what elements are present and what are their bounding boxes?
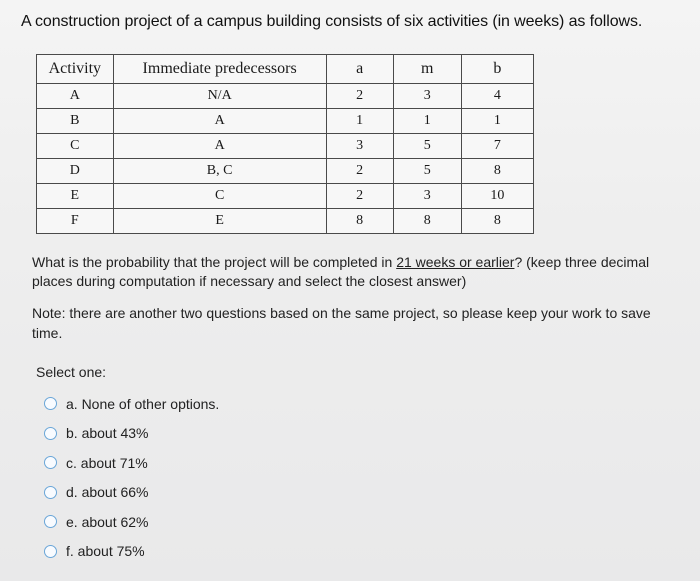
cell-a: 3 (326, 134, 393, 159)
question-note: Note: there are another two questions based on the same project, so please keep your work to save time. (32, 305, 651, 341)
option-c[interactable] (44, 448, 219, 478)
cell-activity: A (37, 84, 114, 109)
cell-activity: E (37, 184, 114, 209)
table-header-row (37, 55, 534, 84)
cell-predecessors: B, C (113, 159, 326, 184)
cell-m: 3 (393, 184, 461, 209)
radio-button-icon[interactable] (44, 456, 57, 469)
select-one-label: Select one: (36, 364, 107, 380)
cell-b: 1 (461, 109, 533, 134)
cell-b: 8 (461, 209, 533, 234)
question-title: A construction project of a campus building consists of six activities (in weeks) as follows. (21, 13, 643, 30)
cell-predecessors: E (113, 209, 326, 234)
prompt-underlined-text: 21 weeks or earlier (396, 254, 515, 270)
radio-button-icon[interactable] (44, 427, 57, 440)
radio-button-icon[interactable] (44, 397, 57, 410)
cell-a: 2 (326, 84, 393, 109)
table-row (37, 84, 534, 109)
option-e[interactable] (44, 507, 219, 537)
option-label: d. about 66% (66, 484, 149, 501)
activity-table (36, 54, 534, 234)
table-row (37, 109, 534, 134)
header-activity: Activity (37, 55, 114, 84)
cell-predecessors: A (113, 134, 326, 159)
option-label: f. about 75% (66, 543, 145, 560)
option-label: e. about 62% (66, 513, 149, 530)
radio-button-icon[interactable] (44, 486, 57, 499)
radio-button-icon[interactable] (44, 545, 57, 558)
header-m: m (393, 55, 461, 84)
cell-m: 1 (393, 109, 461, 134)
option-label: b. about 43% (66, 425, 149, 442)
table-row (37, 184, 534, 209)
cell-predecessors: A (113, 109, 326, 134)
table-row (37, 209, 534, 234)
option-label: c. about 71% (66, 454, 148, 471)
option-b[interactable] (44, 419, 219, 449)
cell-activity: F (37, 209, 114, 234)
table-row (37, 159, 534, 184)
cell-predecessors: N/A (113, 84, 326, 109)
answer-options (44, 389, 219, 566)
radio-button-icon[interactable] (44, 515, 57, 528)
cell-activity: D (37, 159, 114, 184)
option-a[interactable] (44, 389, 219, 419)
cell-activity: C (37, 134, 114, 159)
question-prompt (32, 253, 672, 291)
cell-a: 1 (326, 109, 393, 134)
table-row (37, 134, 534, 159)
option-f[interactable] (44, 537, 219, 567)
cell-activity: B (37, 109, 114, 134)
cell-b: 10 (461, 184, 533, 209)
option-d[interactable] (44, 478, 219, 508)
prompt-text-end: ? (keep three decimal places during computation if necessary and select the closest answer) (32, 254, 650, 289)
option-label: a. None of other options. (66, 395, 220, 412)
header-a: a (326, 55, 393, 84)
cell-m: 3 (393, 84, 461, 109)
prompt-text-start: What is the probability that the project will be completed in (32, 254, 397, 270)
cell-a: 8 (326, 209, 393, 234)
cell-m: 5 (393, 134, 461, 159)
cell-a: 2 (326, 184, 393, 209)
header-predecessors: Immediate predecessors (113, 55, 326, 84)
cell-b: 7 (461, 134, 533, 159)
cell-m: 5 (393, 159, 461, 184)
cell-b: 4 (461, 84, 533, 109)
cell-b: 8 (461, 159, 533, 184)
cell-m: 8 (393, 209, 461, 234)
cell-predecessors: C (113, 184, 326, 209)
header-b: b (461, 55, 533, 84)
cell-a: 2 (326, 159, 393, 184)
